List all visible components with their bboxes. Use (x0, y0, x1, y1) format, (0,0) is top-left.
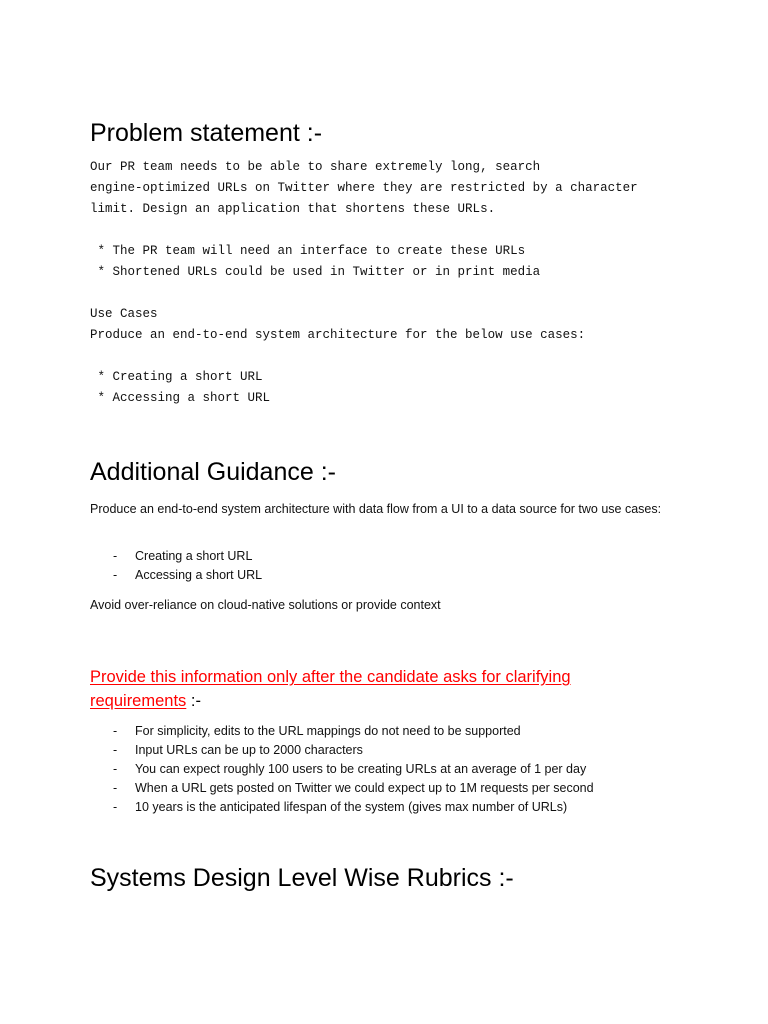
problem-intro-line-2: engine-optimized URLs on Twitter where they are restricted by a character (90, 181, 638, 195)
dash-marker: - (113, 568, 118, 582)
dash-marker: - (113, 549, 118, 563)
dash-marker: - (113, 743, 118, 757)
list-item (90, 798, 594, 817)
rubrics-heading: Systems Design Level Wise Rubrics :- (90, 864, 514, 892)
list-item-text: Input URLs can be up to 2000 characters (135, 743, 363, 757)
list-item-text: 10 years is the anticipated lifespan of the system (gives max number of URLs) (135, 800, 568, 814)
dash-marker: - (113, 800, 118, 814)
dash-marker: - (113, 781, 118, 795)
use-cases-intro: Produce an end-to-end system architecture for the below use cases: (90, 328, 586, 342)
list-item-text: Creating a short URL (135, 549, 253, 563)
additional-guidance-heading: Additional Guidance :- (90, 458, 336, 486)
guidance-list (90, 547, 262, 585)
problem-statement-heading: Problem statement :- (90, 119, 323, 147)
clarifying-list (90, 722, 594, 817)
guidance-note: Avoid over-reliance on cloud-native solutions or provide context (90, 598, 441, 612)
use-case-bullet-2: * Accessing a short URL (90, 391, 271, 405)
problem-intro-line-1: Our PR team needs to be able to share extremely long, search (90, 160, 541, 174)
clarifying-callout-link[interactable]: Provide this information only after the candidate asks for clarifying requirements (90, 668, 571, 710)
list-item-text: When a URL gets posted on Twitter we could expect up to 1M requests per second (135, 781, 594, 795)
guidance-paragraph: Produce an end-to-end system architecture with data flow from a UI to a data source for two use cases: (90, 502, 662, 516)
list-item-text: You can expect roughly 100 users to be creating URLs at an average of 1 per day (135, 762, 587, 776)
list-item-text: For simplicity, edits to the URL mappings do not need to be supported (135, 724, 521, 738)
dash-marker: - (113, 762, 118, 776)
problem-bullet-1: * The PR team will need an interface to create these URLs (90, 244, 526, 258)
list-item (90, 779, 594, 798)
list-item (90, 760, 594, 779)
clarifying-callout (90, 665, 650, 713)
clarifying-callout-suffix: :- (186, 692, 201, 710)
list-item (90, 741, 594, 760)
list-item (90, 722, 594, 741)
problem-intro-line-3: limit. Design an application that shortens these URLs. (90, 202, 496, 216)
use-cases-label: Use Cases (90, 307, 158, 321)
list-item-text: Accessing a short URL (135, 568, 263, 582)
problem-bullet-2: * Shortened URLs could be used in Twitter or in print media (90, 265, 541, 279)
list-item (90, 566, 262, 585)
use-case-bullet-1: * Creating a short URL (90, 370, 263, 384)
list-item (90, 547, 262, 566)
dash-marker: - (113, 724, 118, 738)
